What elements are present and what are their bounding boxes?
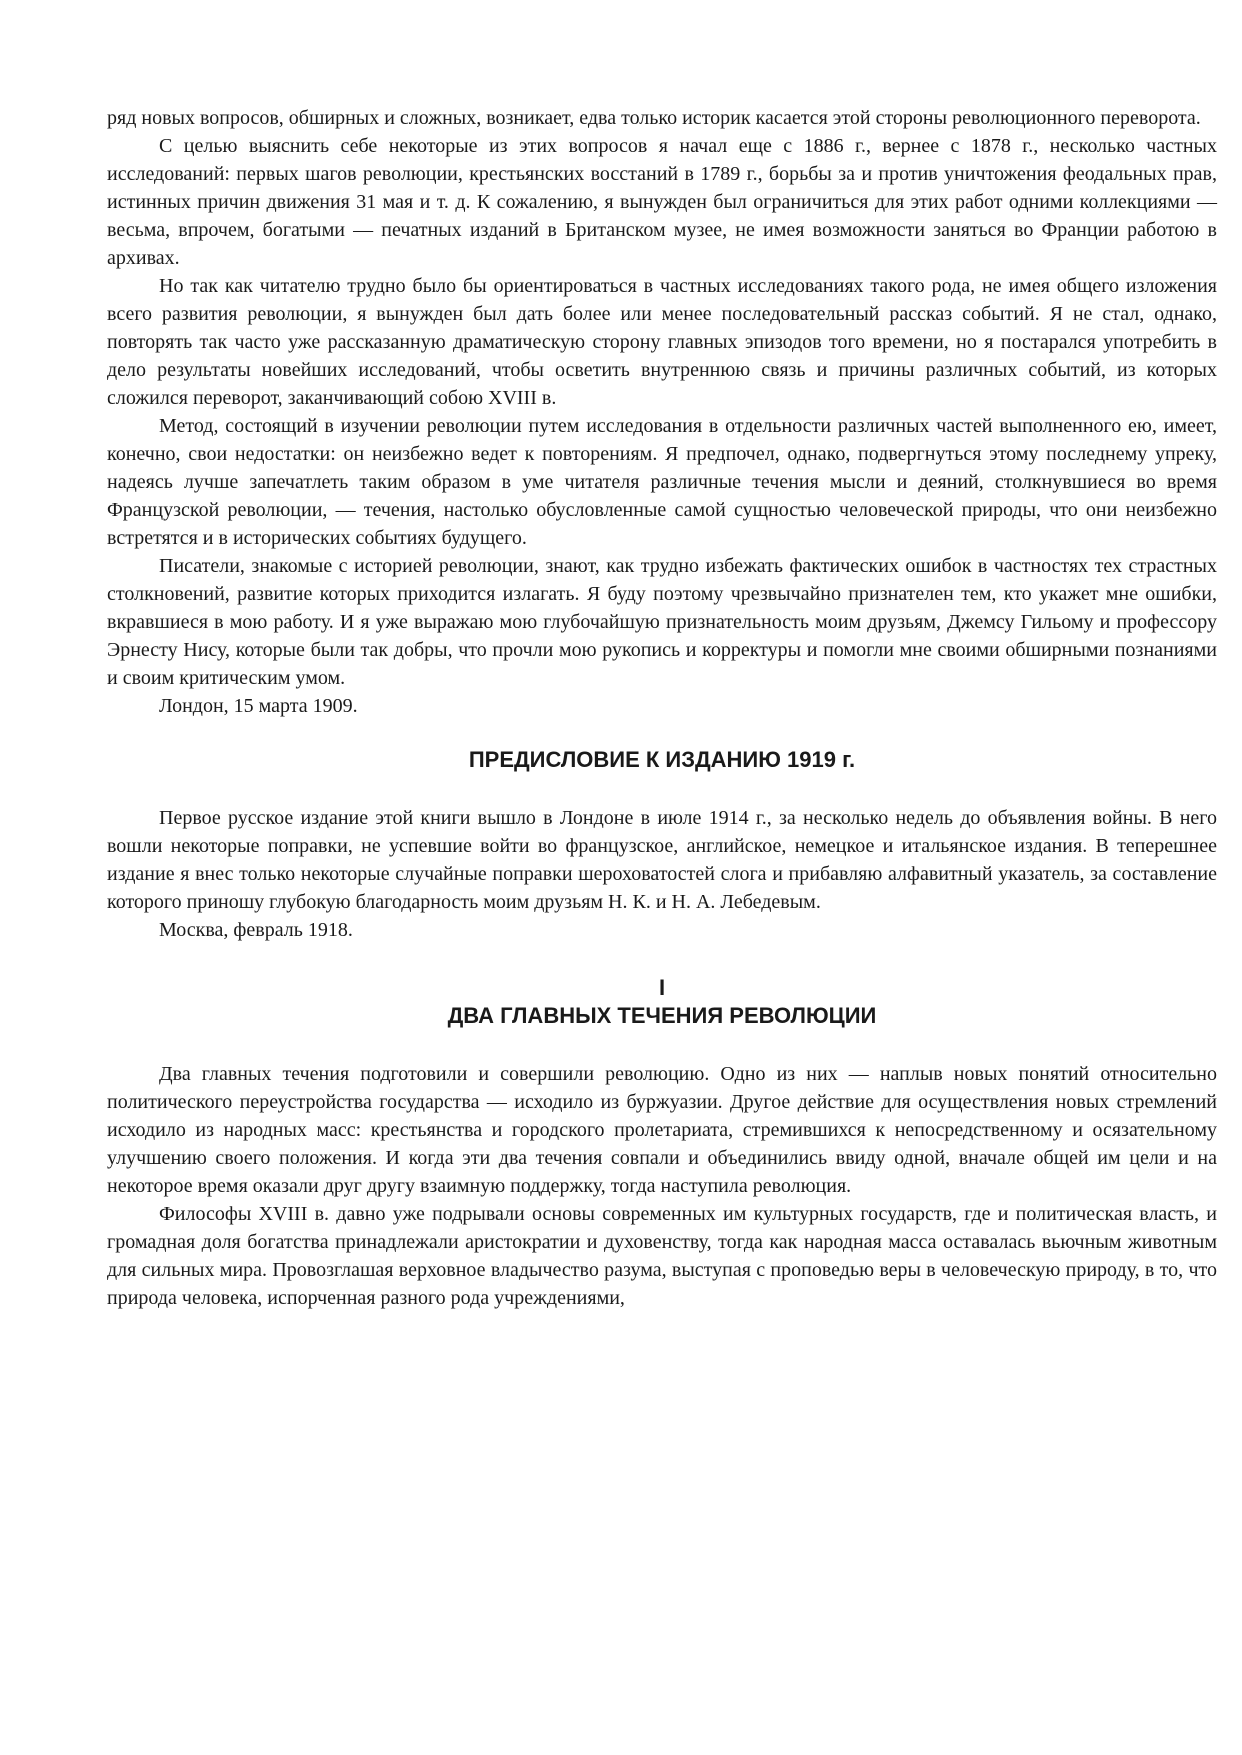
paragraph-acknowledgements: Писатели, знакомые с историей революции, знают, как трудно избежать фактических ошибок в частностях тех страстных столкновений, развитие которых приходится излагать. Я буду поэтому чрезвычайно признателен тем, кто укажет мне ошибки, вкравшиеся в мою работу. И я уже выражаю мою глубочайшую признательность моим друзьям, Джемсу Гильому и профессору Эрнесту Нису, которые были так добры, что прочли мою рукопись и корректуры и помогли мне своими обширными познаниями и своим критическим умом.	[107, 555, 1217, 689]
paragraph-narrative: Но так как читателю трудно было бы ориентироваться в частных исследованиях такого рода, не имея общего изложения всего развития революции, я вынужден был дать более или менее последовательный рассказ событий. Я не стал, однако, повторять так часто уже рассказанную драматическую сторону главных эпизодов того времени, но я постарался употребить в дело результаты новейших исследований, чтобы осветить внутреннюю связь и причины различных событий, из которых сложился переворот, заканчивающий собою XVIII в.	[107, 275, 1217, 409]
chapter-paragraph-currents: Два главных течения подготовили и совершили революцию. Одно из них — наплыв новых понятий относительно политического переустройства государства — исходило из буржуазии. Другое действие для осуществления новых стремлений исходило из народных масс: крестьянства и городского пролетариата, стремившихся к непосредственному и осязательному улучшению своего положения. И когда эти два течения совпали и объединились ввиду одной, вначале общей им цели и на некоторое время оказали друг другу взаимную поддержку, тогда наступила революция.	[107, 1063, 1217, 1197]
preface-1919-paragraph: Первое русское издание этой книги вышло в Лондоне в июле 1914 г., за несколько недель до объявления войны. В него вошли некоторые поправки, не успевшие войти во французское, английское, немецкое и итальянское издания. В теперешнее издание я внес только некоторые случайные поправки шероховатостей слога и прибавляю алфавитный указатель, за составление которого приношу глубокую благодарность моим друзьям Н. К. и Н. А. Лебедевым.	[107, 807, 1217, 913]
paragraph-method: Метод, состоящий в изучении революции путем исследования в отдельности различных частей выполненного ею, имеет, конечно, свои недостатки: он неизбежно ведет к повторениям. Я предпочел, однако, подвергнуться этому последнему упреку, надеясь лучше запечатлеть таким образом в уме читателя различные течения мысли и деяний, столкнувшиеся во время Французской революции, — течения, настолько обусловленные самой сущностью человеческой природы, что они неизбежно встретятся и в исторических событиях будущего.	[107, 415, 1217, 549]
paragraph-research: С целью выяснить себе некоторые из этих вопросов я начал еще с 1886 г., вернее с 1878 г., несколько частных исследований: первых шагов революции, крестьянских восстаний в 1789 г., борьбы за и против уничтожения феодальных прав, истинных причин движения 31 мая и т. д. К сожалению, я вынужден был ограничиться для этих работ одними коллекциями — весьма, впрочем, богатыми — печатных изданий в Британском музее, не имея возможности заняться во Франции работою в архивах.	[107, 135, 1217, 269]
paragraph-continuation: ряд новых вопросов, обширных и сложных, возникает, едва только историк касается этой стороны революционного переворота.	[107, 107, 1201, 129]
document-page	[107, 104, 1217, 1312]
preface-1919-heading: ПРЕДИСЛОВИЕ К ИЗДАНИЮ 1919 г.	[468, 747, 856, 772]
signoff-london: Лондон, 15 марта 1909.	[159, 695, 358, 717]
chapter-title: ДВА ГЛАВНЫХ ТЕЧЕНИЯ РЕВОЛЮЦИИ	[447, 1003, 877, 1028]
chapter-heading	[107, 974, 1217, 1030]
chapter-paragraph-philosophers: Философы XVIII в. давно уже подрывали основы современных им культурных государств, где и политическая власть, и громадная доля богатства принадлежали аристократии и духовенству, тогда как народная масса оставалась вьючным животным для сильных мира. Провозглашая верховное владычество разума, выступая с проповедью веры в человеческую природу, в то, что природа человека, испорченная разного рода учреждениями,	[107, 1203, 1217, 1309]
chapter-number: I	[658, 975, 666, 1000]
signoff-moscow: Москва, февраль 1918.	[159, 919, 353, 941]
